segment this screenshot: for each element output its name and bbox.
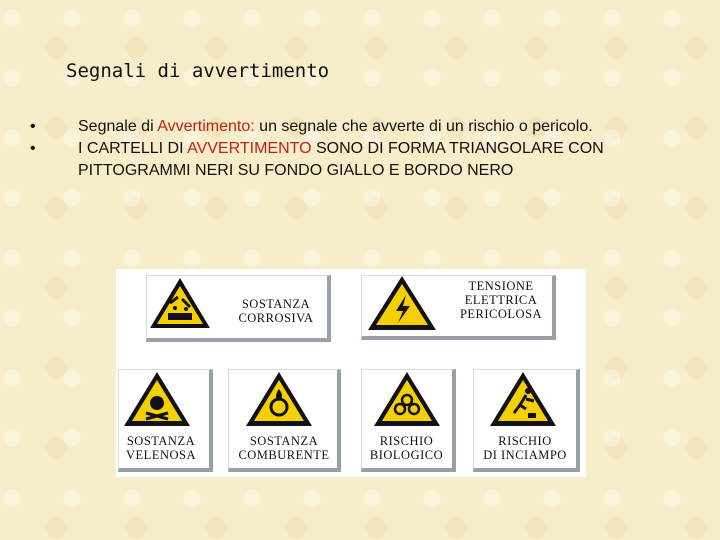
trip-hazard-icon (488, 369, 558, 429)
bullet-item-rule (30, 138, 700, 182)
sign-comburente-label: SOSTANZA COMBURENTE (238, 434, 330, 462)
high-voltage-icon (366, 273, 438, 333)
bullet-text-post: un segnale che avverte di un rischio o pericolo. (254, 118, 593, 135)
sign-biologico-label: RISCHIO BIOLOGICO (369, 434, 444, 462)
sign-corrosiva-label: SOSTANZA CORROSIVA (238, 297, 314, 325)
bullet-text-post: SONO DI FORMA TRIANGOLARE CON PITTOGRAMMI NERI SU FONDO GIALLO E BORDO NERO (78, 140, 604, 179)
bullet-text-highlight: AVVERTIMENTO (187, 140, 312, 157)
sign-inciampo-label: RISCHIO DI INCIAMPO (483, 434, 567, 462)
corrosive-icon (148, 275, 212, 331)
bullet-list (30, 116, 700, 182)
slide-title: Segnali di avvertimento (66, 60, 330, 82)
bullet-marker: • (30, 118, 36, 135)
skull-icon (122, 369, 192, 429)
sign-elettrica-label: TENSIONE ELETTRICA PERICOLOSA (459, 279, 543, 321)
warning-signs-image (116, 269, 586, 477)
oxidizing-icon (244, 369, 314, 429)
bullet-text-highlight: Avvertimento: (157, 118, 255, 135)
biohazard-icon (372, 369, 442, 429)
bullet-marker: • (30, 140, 36, 157)
bullet-text-pre: Segnale di (78, 118, 158, 135)
bullet-item-definition (30, 116, 700, 138)
bullet-text-pre: I CARTELLI DI (78, 140, 188, 157)
sign-velenosa-label: SOSTANZA VELENOSA (126, 434, 196, 462)
